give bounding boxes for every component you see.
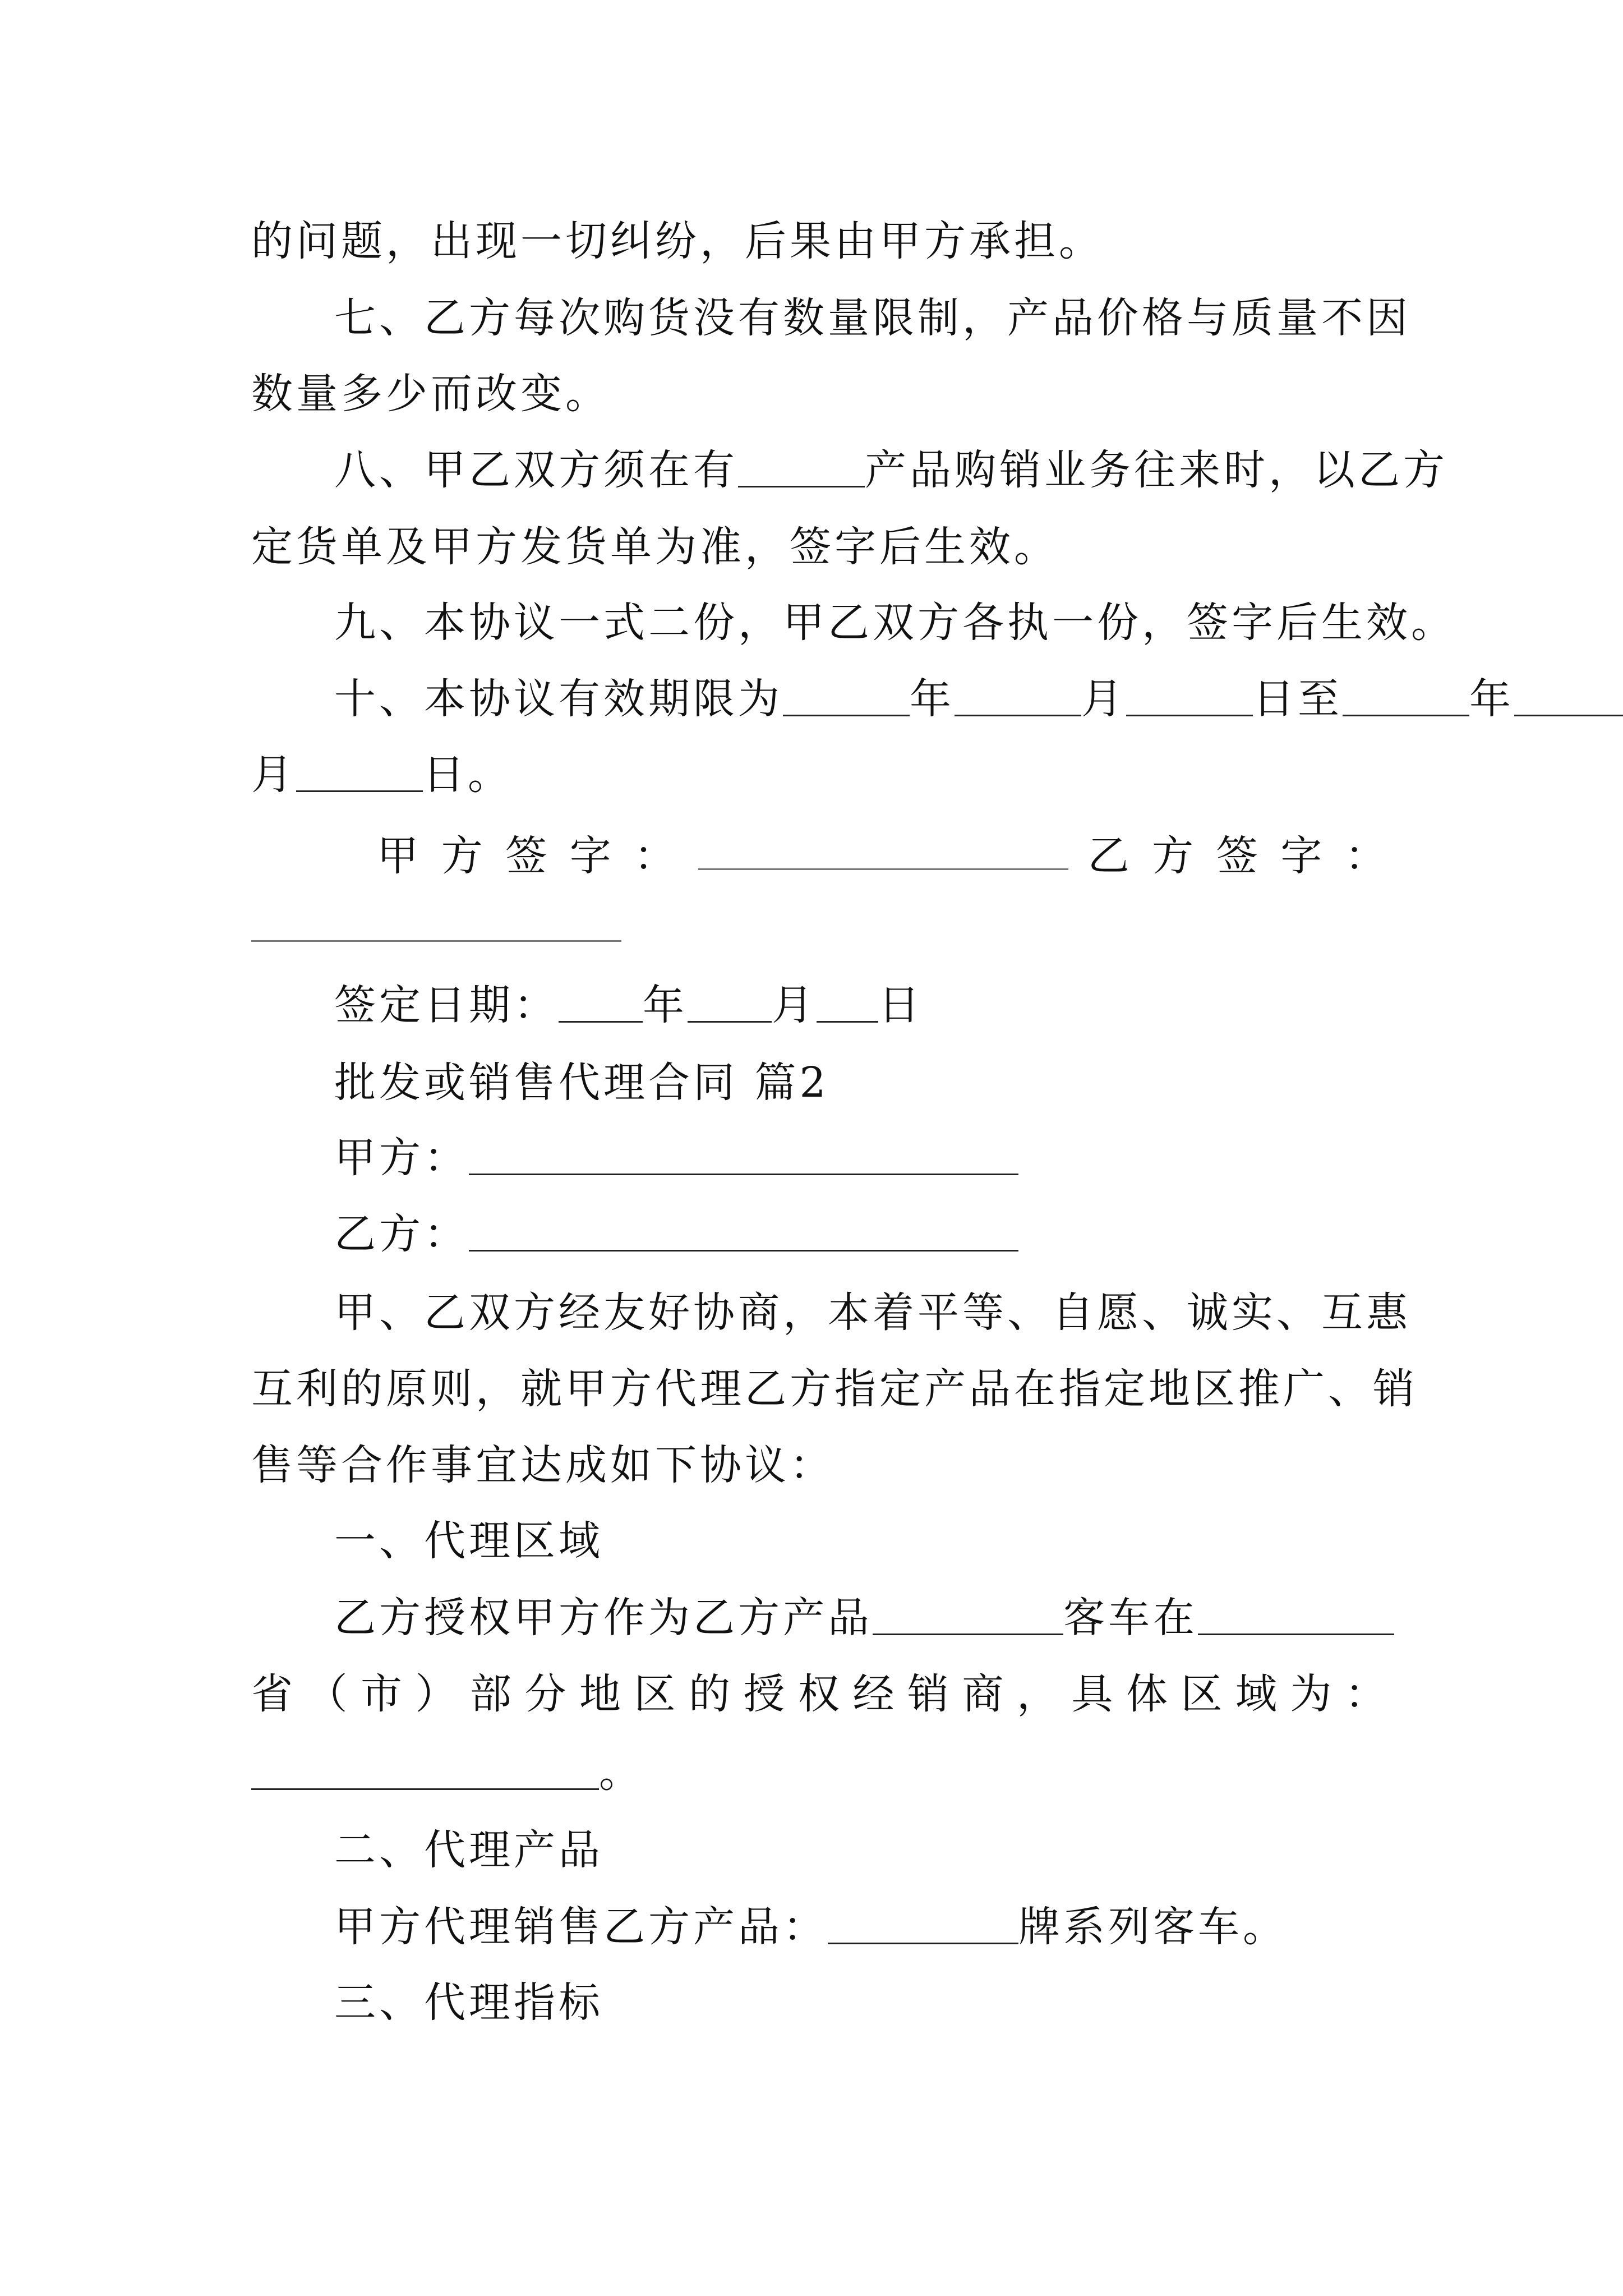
fill-blank-year-end[interactable] (1343, 679, 1469, 716)
signature-line (377, 828, 1390, 884)
char: 区 (1181, 1670, 1226, 1718)
agency-area-text (334, 1590, 1390, 1646)
preamble: 甲、乙双方经友好协商，本着平等、自愿、诚实、互惠 (334, 1289, 1411, 1337)
period: 。 (599, 1749, 644, 1797)
sig-char: ： (634, 832, 679, 880)
sig-char: 签 (1216, 832, 1261, 880)
month-label: 月 (772, 981, 817, 1029)
brand-blank[interactable] (828, 1907, 1018, 1944)
sig-char: 方 (1152, 832, 1197, 880)
clause-10 (334, 671, 1514, 727)
region-detail-blank[interactable] (251, 1752, 599, 1790)
party-a-signature-blank[interactable] (698, 840, 1068, 870)
char: 权 (798, 1670, 843, 1718)
text-line: 的问题，出现一切纠纷，后果由甲方承担。 (251, 217, 1104, 265)
text-line: 售等合作事宜达成如下协议： (251, 1441, 834, 1489)
party-b-signature-blank[interactable] (251, 912, 621, 942)
agency-area-label: 乙方授权甲方作为乙方产品 (334, 1594, 873, 1642)
char: 分 (524, 1670, 570, 1718)
char: ， (1017, 1670, 1062, 1718)
char: 部 (470, 1670, 515, 1718)
agency-product-text (334, 1899, 1390, 1955)
day-label-end: 日。 (423, 751, 513, 799)
party-a-label: 甲方： (334, 1134, 469, 1182)
agency-area-line (251, 1666, 1390, 1722)
clause-10-text: 十、本协议有效期限为 (334, 675, 783, 723)
year-label: 年 (643, 981, 688, 1029)
agency-area-label-cont: 客车在 (1063, 1594, 1198, 1642)
clause-7: 七、乙方每次购货没有数量限制，产品价格与质量不因 (334, 294, 1411, 342)
fill-blank-month[interactable] (688, 985, 772, 1023)
party-b-blank[interactable] (469, 1214, 1018, 1251)
clause-8-text: 八、甲乙双方须在有 (334, 446, 738, 494)
fill-blank-day[interactable] (817, 985, 878, 1023)
region-blank[interactable] (1198, 1598, 1394, 1635)
text-line (251, 747, 1390, 803)
fill-blank-year[interactable] (559, 985, 643, 1023)
sig-char: ： (1344, 832, 1390, 880)
year-label: 年 (910, 675, 955, 723)
sig-char: 签 (505, 832, 551, 880)
char: 地 (579, 1670, 624, 1718)
char: 为 (1290, 1670, 1335, 1718)
sig-char: 字 (1280, 832, 1326, 880)
heading-agency-targets: 三、代理指标 (334, 1978, 603, 2027)
sign-date-label: 签定日期： (334, 981, 559, 1029)
char: 市 (361, 1670, 405, 1718)
text-line: 数量多少而改变。 (251, 370, 610, 418)
char: 销 (907, 1670, 952, 1718)
party-b-line (334, 1206, 1390, 1262)
fill-blank-month-end[interactable] (1514, 679, 1623, 716)
sig-char: 甲 (377, 832, 422, 880)
product-blank[interactable] (873, 1598, 1063, 1635)
agency-product-label-cont: 牌系列客车。 (1018, 1903, 1288, 1951)
sig-char: 方 (441, 832, 486, 880)
char: 具 (1071, 1670, 1117, 1718)
party-b-label: 乙方： (334, 1210, 469, 1258)
char: 区 (634, 1670, 679, 1718)
char: 的 (689, 1670, 734, 1718)
fill-blank-year[interactable] (783, 679, 910, 716)
clause-8 (334, 442, 1448, 498)
char: 域 (1235, 1670, 1280, 1718)
fill-blank-month[interactable] (955, 679, 1081, 716)
agency-product-label: 甲方代理销售乙方产品： (334, 1903, 828, 1951)
text-line: 定货单及甲方发货单为准，签字后生效。 (251, 523, 1059, 571)
clause-8-text-cont: 产品购销业务往来时，以乙方 (865, 446, 1448, 494)
sign-date (334, 977, 1390, 1033)
heading-agency-product: 二、代理产品 (334, 1826, 603, 1874)
fill-blank-day[interactable] (1126, 679, 1253, 716)
day-label: 日 (878, 981, 923, 1029)
text-line: 互利的原则，就甲方代理乙方指定产品在指定地区推广、销 (251, 1365, 1418, 1413)
char: （ (306, 1670, 351, 1718)
char: 经 (852, 1670, 898, 1718)
day-to-label: 日至 (1253, 675, 1343, 723)
heading-agency-area: 一、代理区域 (334, 1517, 603, 1565)
year-label-end: 年 (1469, 675, 1514, 723)
month-label: 月 (1081, 675, 1126, 723)
clause-9: 九、本协议一式二份，甲乙双方各执一份，签字后生效。 (334, 599, 1456, 647)
fill-blank-day-end[interactable] (296, 754, 423, 792)
section-title: 批发或销售代理合同 篇2 (334, 1059, 829, 1107)
party-a-line (334, 1130, 1390, 1186)
party-a-blank[interactable] (469, 1138, 1018, 1175)
char: ： (1345, 1670, 1390, 1718)
region-detail-line (251, 1745, 1390, 1801)
char: 商 (962, 1670, 1007, 1718)
sig-char: 字 (569, 832, 615, 880)
char: 体 (1126, 1670, 1171, 1718)
month-label-end: 月 (251, 751, 296, 799)
fill-blank[interactable] (738, 450, 865, 487)
sig-char: 乙 (1087, 832, 1133, 880)
char: 授 (743, 1670, 789, 1718)
signature-line-cont (251, 900, 1390, 956)
char: ） (415, 1670, 460, 1718)
char: 省 (251, 1670, 296, 1718)
